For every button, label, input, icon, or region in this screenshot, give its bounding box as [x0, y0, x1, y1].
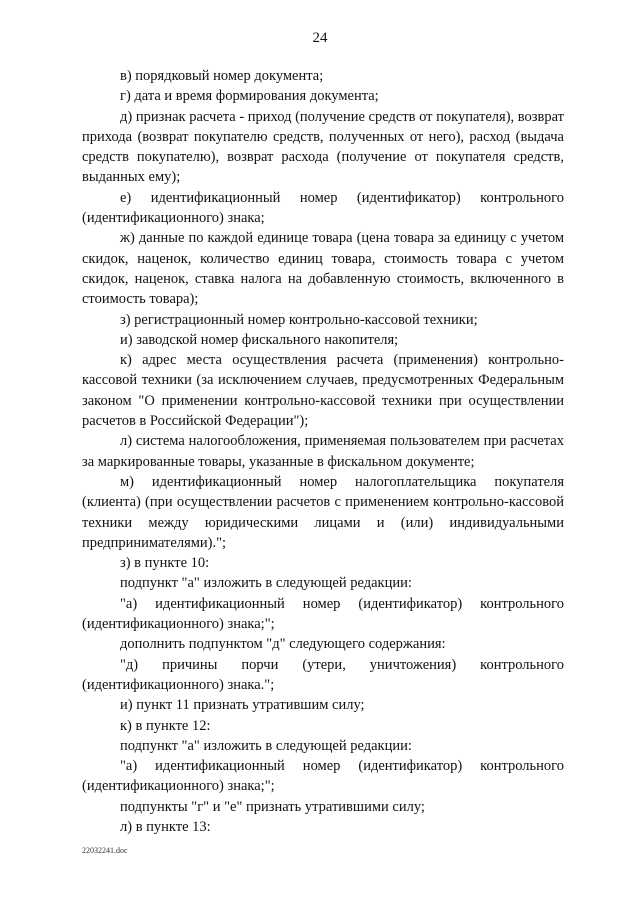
- paragraph-v: в) порядковый номер документа;: [120, 68, 324, 84]
- sub-a-edit: подпункт "а" изложить в следующей редакции:: [120, 575, 412, 592]
- paragraph-m: м) идентификационный номер налогоплательщика покупателя (клиента) (при осуществлении расчетов с применением контрольно-кассовой техники между юридическими лицами и (или) индивидуальными предпринимателями).";: [82, 473, 564, 551]
- paragraph-k: к) адрес места осуществления расчета (применения) контрольно-кассовой техники (за исключением случаев, предусмотренных Федеральным законом "О применении контрольно-кассовой техники при осуществлении расчетов в Российской Федерации");: [82, 352, 564, 430]
- item-l-point-13: л) в пункте 13:: [120, 818, 211, 835]
- paragraph-i: и) заводской номер фискального накопителя;: [120, 331, 399, 348]
- page-number: 24: [312, 30, 328, 46]
- sub-a-text-2: "а) идентификационный номер (идентификатор) контрольного (идентификационного) знака;";: [82, 758, 564, 795]
- paragraph-d: д) признак расчета - приход (получение средств от покупателя), возврат прихода (возврат покупателю средств, полученных от него), расход (выдача средств покупателю), возврат расхода (получение от покупателя средств, выданных ему);: [82, 108, 564, 186]
- paragraph-e: е) идентификационный номер (идентификатор) контрольного (идентификационного) знака;: [82, 189, 564, 227]
- paragraph-zh: ж) данные по каждой единице товара (цена товара за единицу с учетом скидок, наценок, количество единиц товара, стоимость товара с учетом скидок, наценок, ставка налога на добавленную стоимость, включенного в стоимость товара);: [82, 230, 564, 308]
- file-name-footer: 22032241.doc: [82, 846, 128, 855]
- item-z-point-10: з) в пункте 10:: [120, 555, 210, 572]
- sub-a-text: "а) идентификационный номер (идентификатор) контрольного (идентификационного) знака;";: [82, 595, 564, 633]
- item-i-point-11: и) пункт 11 признать утратившим силу;: [120, 697, 365, 714]
- sub-g-e-void: подпункты "г" и "е" признать утратившими силу;: [120, 798, 425, 815]
- paragraph-l: л) система налогообложения, применяемая пользователем при расчетах за маркированные товары, указанные в фискальном документе;: [82, 433, 564, 470]
- sub-a-edit-2: подпункт "а" изложить в следующей редакции:: [120, 737, 412, 754]
- paragraph-z: з) регистрационный номер контрольно-кассовой техники;: [120, 311, 478, 328]
- paragraph-g: г) дата и время формирования документа;: [120, 88, 379, 105]
- sub-d-add: дополнить подпунктом "д" следующего содержания:: [120, 636, 446, 653]
- document-body: [82, 66, 564, 837]
- item-k-point-12: к) в пункте 12:: [120, 717, 211, 734]
- sub-d-text: "д) причины порчи (утери, уничтожения) контрольного (идентификационного) знака.";: [82, 656, 564, 693]
